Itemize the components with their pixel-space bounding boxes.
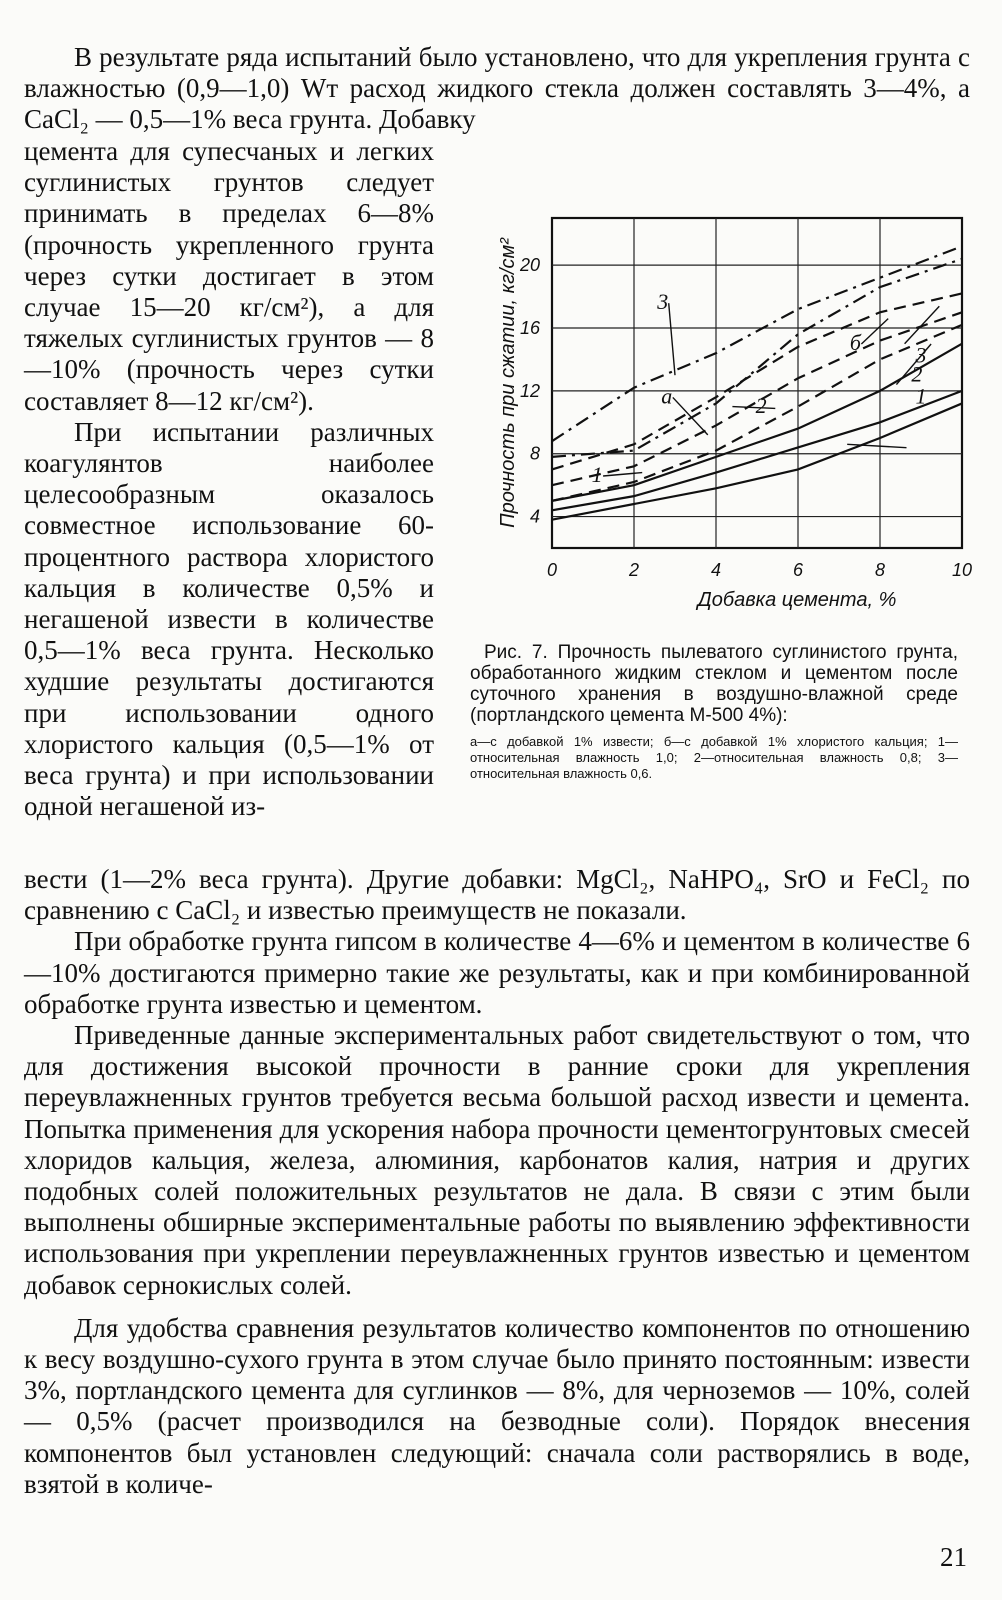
plot-frame [552,218,962,548]
series-line-solid-0 [552,403,962,519]
x-tick-label: 0 [546,560,558,580]
curve-label: 3 [915,342,927,368]
paragraph-comparison: Для удобства сравнения результатов количество компонентов по отношению к весу воздушно-сухого грунта в этом случае было принято постоянным: извести 3%, портландского цемента для суглинков — 8%, для черноземов — 10%, солей — 0,5% (расчет производился на безводные соли). Порядок внесения компонентов был установлен следующий: сначала соли растворялись в воде, взятой в количе- [24,1312,970,1499]
paragraph-gypsum: При обработке грунта гипсом в количестве 4—6% и цементом в количестве 6—10% достигаются примерно такие же результаты, как и при комбинированной обработке грунта известью и цементом. [24,926,970,1019]
caption-title: Рис. 7. Прочность пылеватого суглинистого грунта, обработанного жидким стеклом и цементом после суточного хранения в воздушно-влажной среде (портландского цемента М-500 4%): [470,642,958,726]
bottom-text [24,864,970,1500]
paragraph-cement-addition: цемента для супесчаных и легких суглинистых грунтов следует принимать в пределах 6—8% (прочность укрепленного грунта через сутки достигает в этом случае 15—20 кг/см²), а для тяжелых суглинистых грунтов — 8—10% (прочность через сутки составляет 8—12 кг/см²). [24,136,434,416]
chart-svg [468,196,978,626]
x-tick-label: 2 [628,560,640,580]
x-tick-label: 10 [951,560,973,580]
curve-leader-line [905,306,940,343]
y-tick-label: 20 [519,255,540,276]
paragraph-coagulants: При испытании различных коагулянтов наиболее целесообразным оказалось совместное использование 60-процентного раствора хлористого кальция в количестве 0,5% и негашеной извести в количестве 0,5—1% веса грунта. Несколько худшие результаты достигаются при использовании одного хлористого кальция (0,5—1% от веса грунта) и при использовании одной негашеной из- [24,416,434,822]
curve-leader-line [669,303,675,375]
curve-label: а [661,383,673,409]
series-line-dashdot-6 [552,259,962,457]
page-number: 21 [940,1542,967,1572]
figure-caption [470,642,958,782]
left-column [24,136,434,822]
x-tick-label: 6 [792,560,804,580]
figure-7-chart [468,196,978,626]
y-tick-label: 4 [529,506,540,527]
curve-label: 2 [911,361,923,387]
caption-legend: а—с добавкой 1% извести; б—с добавкой 1% хлористого кальция; 1—относительная влажность 1,0; 2—относительная влажность 0,8; 3—относительная влажность 0,6. [470,734,958,781]
x-tick-label: 4 [710,560,722,580]
y-tick-label: 12 [519,380,540,401]
y-tick-label: 8 [529,443,540,464]
series-line-solid-2 [552,344,962,501]
paragraph-experimental-data: Приведенные данные экспериментальных работ свидетельствуют о том, что для достижения высокой прочности в ранние сроки для укрепления переувлажненных грунтов требуется весьма большой расход извести и цемента. Попытка применения для ускорения набора прочности цементогрунтовых смесей хлоридов кальция, железа, алюминия, карбонатов калия, натрия и других подобных солей положительных результатов не дала. В связи с этим были выполнены обширные экспериментальные работы по выявлению эффективности использования при укреплении переувлажненных грунтов известью и цементом добавок сернокислых солей. [24,1020,970,1300]
y-tick-label: 16 [519,318,540,338]
paragraph-top: В результате ряда испытаний было установлено, что для укрепления грунта с влажностью (0,9—1,0) Wт расход жидкого стекла должен составлять 3—4%, а CaCl₂ — 0,5—1% веса грунта. Добавку [24,42,970,135]
curve-label: 2 [755,392,767,418]
curve-leader-line [732,407,775,409]
curve-label: б [849,330,861,355]
curve-label: 1 [591,462,603,487]
paragraph-other-additives: вести (1—2% веса грунта). Другие добавки: MgCl₂, NaHPO₄, SrO и FeCl₂ по сравнению с CaCl₂ и известью преимуществ не показали. [24,864,970,926]
curve-label: 1 [915,383,927,409]
curve-label: 3 [657,289,669,315]
x-axis-label: Добавка цемента, % [697,589,897,611]
y-axis-label: Прочность при сжатии, кг/см² [497,238,519,528]
curve-leader-line [673,397,708,434]
x-tick-label: 8 [874,560,886,580]
